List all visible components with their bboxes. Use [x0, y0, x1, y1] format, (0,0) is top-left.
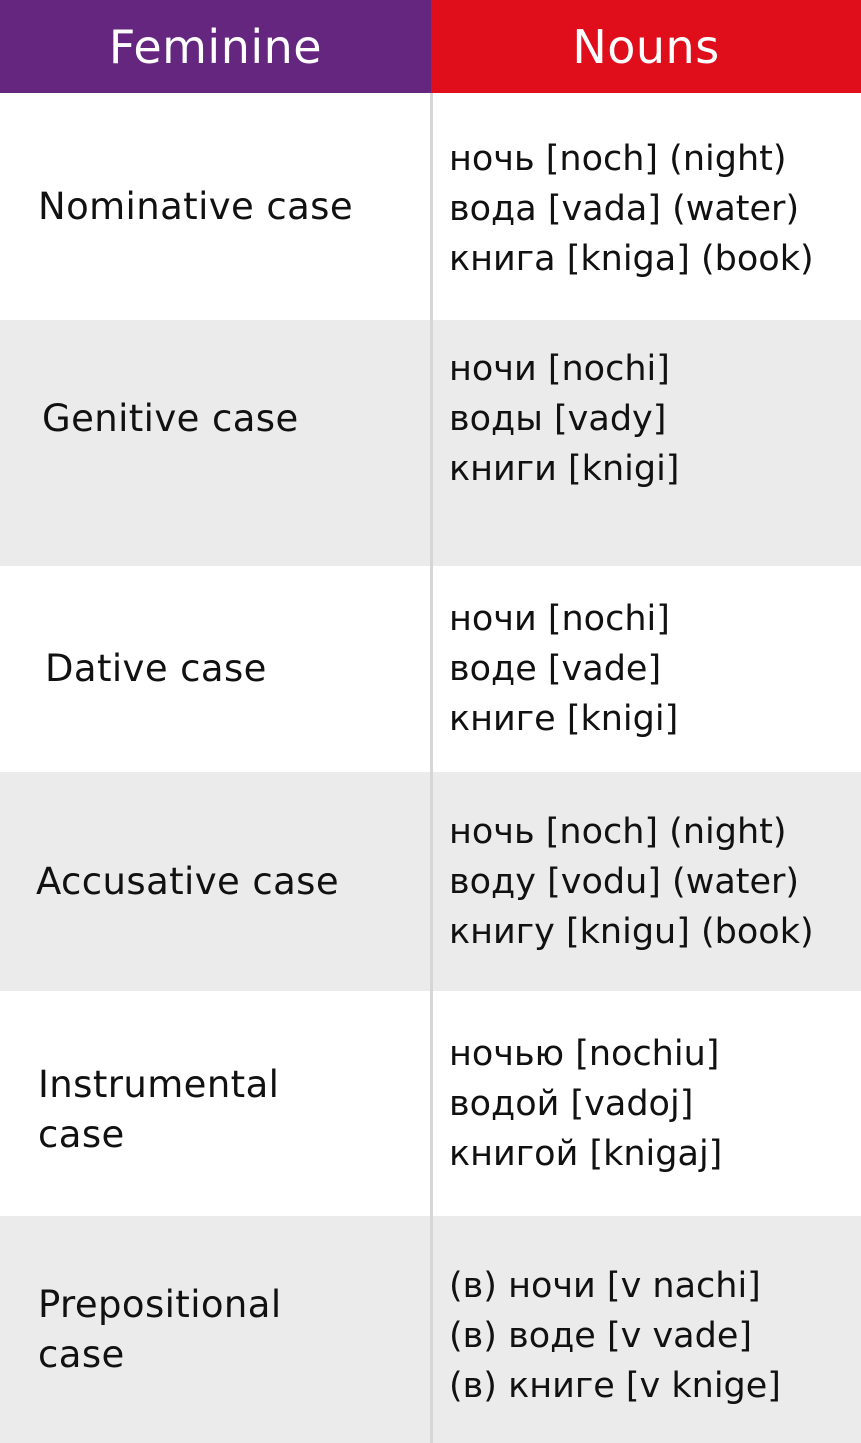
- noun-form: ночи [nochi]: [449, 599, 670, 639]
- noun-form: воде [vade]: [449, 649, 662, 689]
- header-nouns: Nouns: [431, 0, 861, 93]
- noun-form: ночь [noch] (night): [449, 138, 787, 179]
- noun-forms: [431, 1216, 861, 1443]
- noun-form: (в) ночи [v nachi]: [449, 1265, 761, 1306]
- case-label: Nominative case: [38, 184, 354, 228]
- noun-form: ночью [nochiu]: [449, 1033, 720, 1074]
- noun-forms: [431, 772, 861, 991]
- noun-forms: [431, 566, 861, 772]
- noun-forms: [431, 93, 861, 320]
- noun-forms: [431, 991, 861, 1216]
- case-label: Dative case: [45, 647, 267, 690]
- noun-form: книгой [knigaj]: [449, 1133, 723, 1174]
- noun-form: (в) книге [v knige]: [449, 1365, 781, 1406]
- noun-form: книгу [knigu] (book): [449, 911, 814, 952]
- noun-form: ночи [nochi]: [449, 349, 670, 389]
- noun-form: (в) воде [v vade]: [449, 1315, 753, 1356]
- case-label: Accusative case: [36, 859, 340, 903]
- case-label: Genitive case: [42, 397, 299, 440]
- noun-form: воды [vady]: [449, 399, 667, 439]
- noun-form: ночь [noch] (night): [449, 811, 787, 852]
- header-feminine: Feminine: [0, 0, 431, 93]
- noun-form: книга [kniga] (book): [449, 238, 814, 279]
- noun-form: вода [vada] (water): [449, 188, 800, 229]
- noun-form: воду [vodu] (water): [449, 861, 800, 902]
- noun-form: книги [knigi]: [449, 449, 680, 489]
- noun-form: книге [knigi]: [449, 699, 679, 739]
- noun-forms: [431, 320, 861, 566]
- column-divider: [430, 93, 433, 1443]
- case-label: Prepositional case: [38, 1282, 282, 1376]
- case-label: Instrumental case: [38, 1062, 280, 1156]
- table-header: [0, 0, 861, 93]
- noun-form: водой [vadoj]: [449, 1083, 694, 1124]
